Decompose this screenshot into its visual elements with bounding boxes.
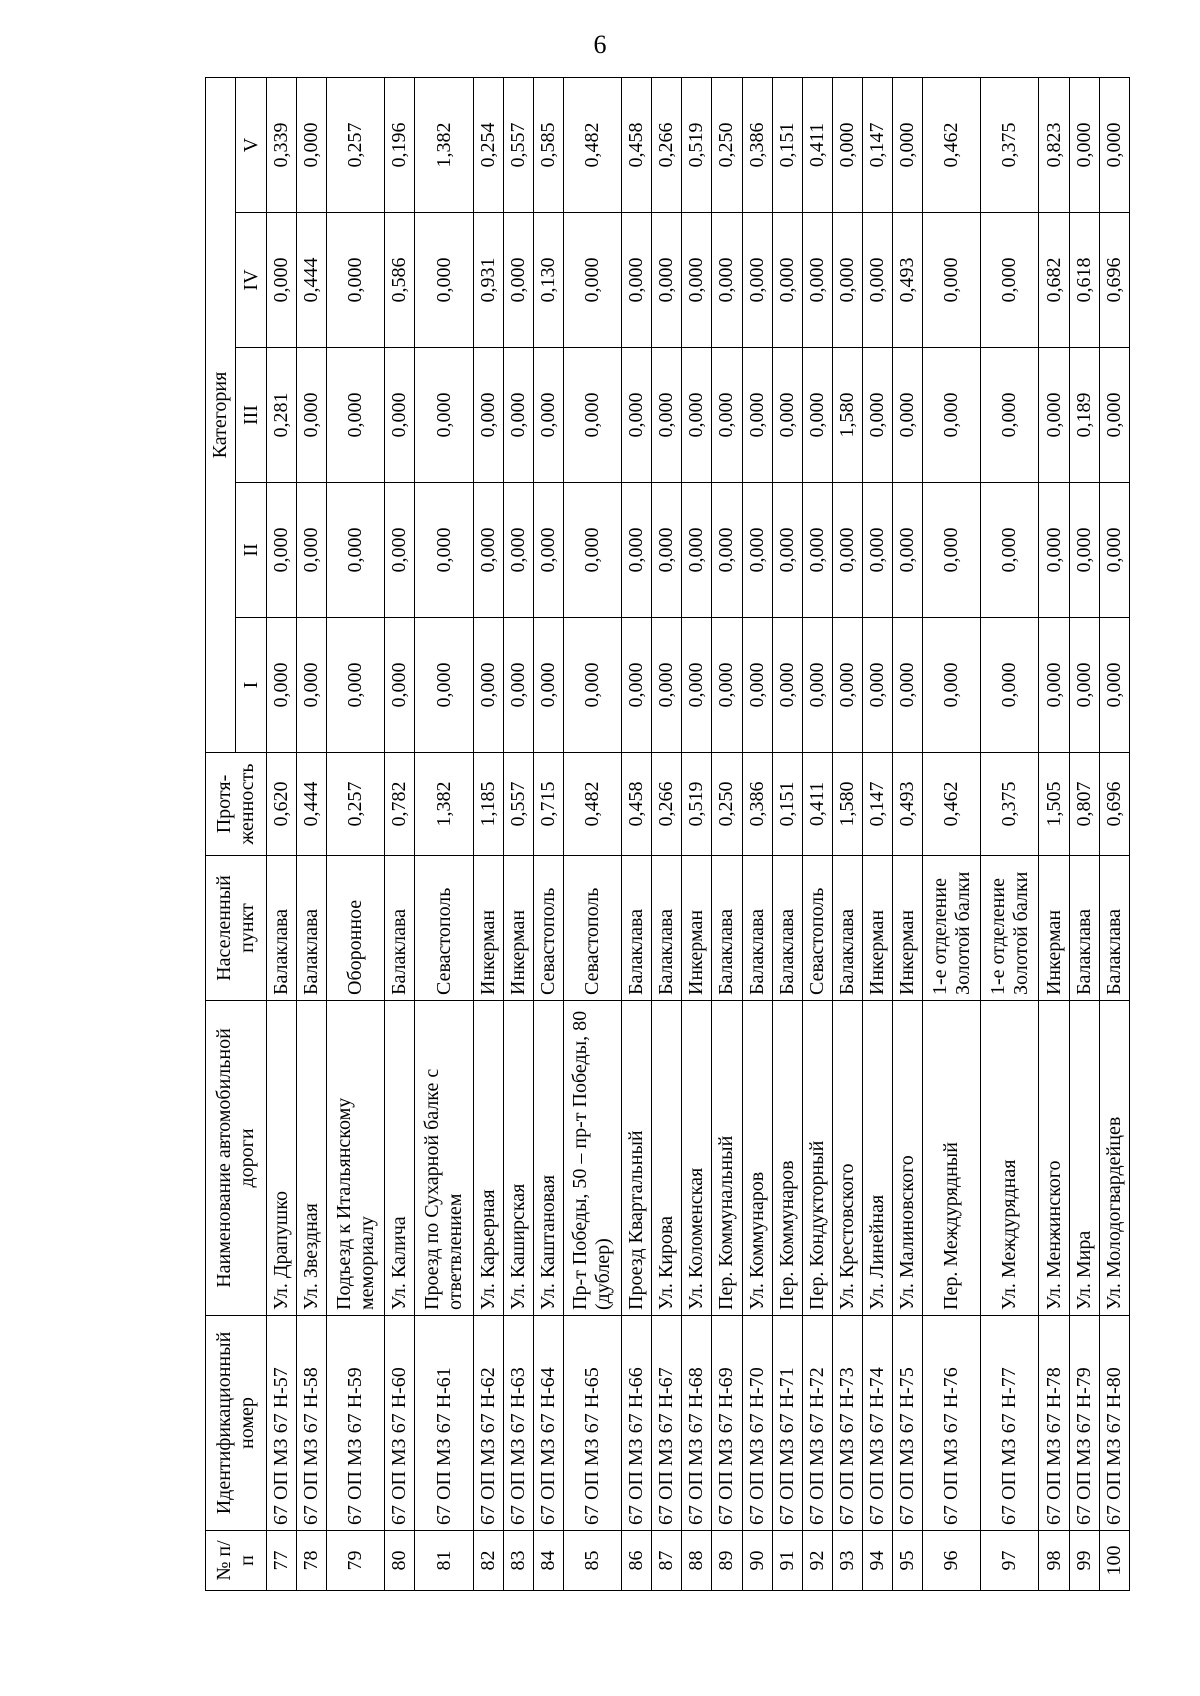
row-road-name: Ул. Междурядная xyxy=(981,1001,1039,1316)
row-id: 67 ОП МЗ 67 Н-74 xyxy=(863,1316,893,1531)
row-cat-4: 0,493 xyxy=(893,213,923,348)
row-locality: Севастополь xyxy=(563,856,621,1001)
row-cat-2: 0,000 xyxy=(563,483,621,618)
row-cat-5: 1,382 xyxy=(415,77,473,212)
row-cat-4: 0,696 xyxy=(1099,213,1129,348)
row-cat-2: 0,000 xyxy=(533,483,563,618)
row-cat-5: 0,519 xyxy=(682,77,712,212)
table-row xyxy=(1069,77,1099,1590)
row-cat-4: 0,000 xyxy=(622,213,652,348)
row-id: 67 ОП МЗ 67 Н-59 xyxy=(327,1316,385,1531)
row-cat-5: 0,000 xyxy=(1069,77,1099,212)
row-number: 99 xyxy=(1069,1531,1099,1591)
table-row xyxy=(981,77,1039,1590)
row-id: 67 ОП МЗ 67 Н-72 xyxy=(802,1316,832,1531)
row-cat-3: 0,000 xyxy=(297,348,327,483)
row-cat-4: 0,931 xyxy=(473,213,503,348)
row-locality: Инкерман xyxy=(473,856,503,1001)
row-cat-1: 0,000 xyxy=(832,618,862,753)
row-locality: 1-е отделение Золотой балки xyxy=(981,856,1039,1001)
table-row xyxy=(772,77,802,1590)
row-locality: Инкерман xyxy=(1039,856,1069,1001)
row-length: 0,151 xyxy=(772,753,802,856)
row-locality: 1-е отделение Золотой балки xyxy=(923,856,981,1001)
row-length: 0,519 xyxy=(682,753,712,856)
table-row xyxy=(327,77,385,1590)
row-number: 84 xyxy=(533,1531,563,1591)
row-cat-5: 0,585 xyxy=(533,77,563,212)
row-id: 67 ОП МЗ 67 Н-68 xyxy=(682,1316,712,1531)
row-locality: Балаклава xyxy=(1099,856,1129,1001)
row-cat-5: 0,458 xyxy=(622,77,652,212)
row-cat-5: 0,411 xyxy=(802,77,832,212)
row-locality: Инкерман xyxy=(503,856,533,1001)
row-cat-4: 0,000 xyxy=(503,213,533,348)
row-locality: Балаклава xyxy=(712,856,742,1001)
row-cat-2: 0,000 xyxy=(1039,483,1069,618)
row-cat-1: 0,000 xyxy=(563,618,621,753)
row-road-name: Проезд по Сухарной балке с ответвлением xyxy=(415,1001,473,1316)
row-cat-5: 0,375 xyxy=(981,77,1039,212)
row-cat-4: 0,000 xyxy=(772,213,802,348)
row-id: 67 ОП МЗ 67 Н-77 xyxy=(981,1316,1039,1531)
table-header xyxy=(206,77,267,1590)
row-cat-5: 0,250 xyxy=(712,77,742,212)
row-length: 0,715 xyxy=(533,753,563,856)
row-cat-5: 0,266 xyxy=(652,77,682,212)
row-length: 0,375 xyxy=(981,753,1039,856)
row-cat-1: 0,000 xyxy=(622,618,652,753)
row-id: 67 ОП МЗ 67 Н-71 xyxy=(772,1316,802,1531)
row-cat-5: 0,482 xyxy=(563,77,621,212)
row-cat-2: 0,000 xyxy=(832,483,862,618)
row-length: 1,505 xyxy=(1039,753,1069,856)
row-cat-4: 0,000 xyxy=(712,213,742,348)
row-id: 67 ОП МЗ 67 Н-60 xyxy=(385,1316,415,1531)
row-cat-2: 0,000 xyxy=(742,483,772,618)
row-cat-1: 0,000 xyxy=(923,618,981,753)
row-road-name: Пер. Коммунальный xyxy=(712,1001,742,1316)
row-cat-1: 0,000 xyxy=(327,618,385,753)
row-length: 0,411 xyxy=(802,753,832,856)
row-number: 89 xyxy=(712,1531,742,1591)
table-row xyxy=(682,77,712,1590)
header-num: № п/п xyxy=(206,1531,267,1591)
row-locality: Оборонное xyxy=(327,856,385,1001)
row-cat-5: 0,557 xyxy=(503,77,533,212)
table-row xyxy=(473,77,503,1590)
row-id: 67 ОП МЗ 67 Н-65 xyxy=(563,1316,621,1531)
row-cat-3: 0,000 xyxy=(712,348,742,483)
row-locality: Балаклава xyxy=(772,856,802,1001)
row-length: 1,185 xyxy=(473,753,503,856)
table-row xyxy=(893,77,923,1590)
row-road-name: Подъезд к Итальянскому мемориалу xyxy=(327,1001,385,1316)
table-row xyxy=(802,77,832,1590)
row-length: 0,696 xyxy=(1099,753,1129,856)
row-cat-3: 0,000 xyxy=(772,348,802,483)
row-length: 0,386 xyxy=(742,753,772,856)
row-number: 98 xyxy=(1039,1531,1069,1591)
row-road-name: Ул. Мира xyxy=(1069,1001,1099,1316)
table-row xyxy=(622,77,652,1590)
row-id: 67 ОП МЗ 67 Н-80 xyxy=(1099,1316,1129,1531)
row-cat-4: 0,000 xyxy=(682,213,712,348)
table-row xyxy=(712,77,742,1590)
row-locality: Балаклава xyxy=(297,856,327,1001)
row-length: 0,257 xyxy=(327,753,385,856)
row-cat-2: 0,000 xyxy=(503,483,533,618)
row-length: 0,782 xyxy=(385,753,415,856)
row-road-name: Проезд Квартальный xyxy=(622,1001,652,1316)
row-length: 0,493 xyxy=(893,753,923,856)
row-cat-3: 0,000 xyxy=(1099,348,1129,483)
row-cat-5: 0,000 xyxy=(893,77,923,212)
row-number: 79 xyxy=(327,1531,385,1591)
row-cat-2: 0,000 xyxy=(267,483,297,618)
row-cat-5: 0,462 xyxy=(923,77,981,212)
row-cat-1: 0,000 xyxy=(802,618,832,753)
row-cat-1: 0,000 xyxy=(863,618,893,753)
row-cat-1: 0,000 xyxy=(981,618,1039,753)
row-locality: Балаклава xyxy=(1069,856,1099,1001)
row-cat-3: 1,580 xyxy=(832,348,862,483)
header-cat-2: II xyxy=(236,483,267,618)
row-cat-2: 0,000 xyxy=(652,483,682,618)
table-row xyxy=(832,77,862,1590)
row-cat-3: 0,189 xyxy=(1069,348,1099,483)
row-length: 0,444 xyxy=(297,753,327,856)
row-number: 86 xyxy=(622,1531,652,1591)
row-cat-1: 0,000 xyxy=(267,618,297,753)
row-length: 0,557 xyxy=(503,753,533,856)
row-length: 0,147 xyxy=(863,753,893,856)
row-cat-5: 0,000 xyxy=(832,77,862,212)
row-cat-4: 0,000 xyxy=(863,213,893,348)
row-cat-2: 0,000 xyxy=(622,483,652,618)
row-cat-3: 0,000 xyxy=(533,348,563,483)
table-row xyxy=(863,77,893,1590)
row-number: 78 xyxy=(297,1531,327,1591)
row-road-name: Пер. Междурядный xyxy=(923,1001,981,1316)
row-cat-1: 0,000 xyxy=(652,618,682,753)
row-cat-5: 0,000 xyxy=(1099,77,1129,212)
row-road-name: Ул. Менжинского xyxy=(1039,1001,1069,1316)
table-frame xyxy=(205,78,1130,1591)
row-cat-5: 0,000 xyxy=(297,77,327,212)
row-cat-3: 0,000 xyxy=(981,348,1039,483)
row-number: 91 xyxy=(772,1531,802,1591)
table-row xyxy=(923,77,981,1590)
row-number: 95 xyxy=(893,1531,923,1591)
row-cat-4: 0,586 xyxy=(385,213,415,348)
row-cat-3: 0,281 xyxy=(267,348,297,483)
row-cat-3: 0,000 xyxy=(385,348,415,483)
row-cat-5: 0,823 xyxy=(1039,77,1069,212)
row-cat-2: 0,000 xyxy=(893,483,923,618)
row-cat-1: 0,000 xyxy=(1039,618,1069,753)
row-id: 67 ОП МЗ 67 Н-57 xyxy=(267,1316,297,1531)
row-cat-2: 0,000 xyxy=(712,483,742,618)
row-id: 67 ОП МЗ 67 Н-76 xyxy=(923,1316,981,1531)
row-locality: Севастополь xyxy=(415,856,473,1001)
row-cat-3: 0,000 xyxy=(503,348,533,483)
row-cat-2: 0,000 xyxy=(863,483,893,618)
row-cat-3: 0,000 xyxy=(863,348,893,483)
row-locality: Балаклава xyxy=(742,856,772,1001)
row-id: 67 ОП МЗ 67 Н-69 xyxy=(712,1316,742,1531)
table-row xyxy=(503,77,533,1590)
row-road-name: Ул. Звездная xyxy=(297,1001,327,1316)
row-road-name: Ул. Молодогвардейцев xyxy=(1099,1001,1129,1316)
row-length: 0,266 xyxy=(652,753,682,856)
table-body xyxy=(267,77,1130,1590)
row-road-name: Пер. Коммунаров xyxy=(772,1001,802,1316)
row-cat-2: 0,000 xyxy=(802,483,832,618)
row-cat-3: 0,000 xyxy=(802,348,832,483)
row-id: 67 ОП МЗ 67 Н-63 xyxy=(503,1316,533,1531)
row-number: 90 xyxy=(742,1531,772,1591)
row-id: 67 ОП МЗ 67 Н-75 xyxy=(893,1316,923,1531)
header-cat-4: IV xyxy=(236,213,267,348)
row-cat-4: 0,000 xyxy=(981,213,1039,348)
row-cat-2: 0,000 xyxy=(1099,483,1129,618)
row-cat-1: 0,000 xyxy=(1069,618,1099,753)
row-locality: Балаклава xyxy=(652,856,682,1001)
row-id: 67 ОП МЗ 67 Н-66 xyxy=(622,1316,652,1531)
row-number: 93 xyxy=(832,1531,862,1591)
row-cat-1: 0,000 xyxy=(772,618,802,753)
row-length: 0,807 xyxy=(1069,753,1099,856)
row-cat-4: 0,000 xyxy=(802,213,832,348)
row-cat-3: 0,000 xyxy=(473,348,503,483)
row-cat-2: 0,000 xyxy=(1069,483,1099,618)
row-id: 67 ОП МЗ 67 Н-58 xyxy=(297,1316,327,1531)
header-cat-3: III xyxy=(236,348,267,483)
row-road-name: Ул. Коломенская xyxy=(682,1001,712,1316)
row-id: 67 ОП МЗ 67 Н-67 xyxy=(652,1316,682,1531)
row-cat-3: 0,000 xyxy=(563,348,621,483)
row-id: 67 ОП МЗ 67 Н-70 xyxy=(742,1316,772,1531)
row-cat-5: 0,151 xyxy=(772,77,802,212)
rotated-table-wrapper xyxy=(205,78,1130,1591)
row-length: 0,620 xyxy=(267,753,297,856)
row-cat-3: 0,000 xyxy=(893,348,923,483)
row-cat-2: 0,000 xyxy=(682,483,712,618)
row-length: 1,580 xyxy=(832,753,862,856)
row-cat-2: 0,000 xyxy=(772,483,802,618)
row-cat-5: 0,339 xyxy=(267,77,297,212)
table-row xyxy=(742,77,772,1590)
row-length: 0,462 xyxy=(923,753,981,856)
header-name: Наименование автомобильной дороги xyxy=(206,1001,267,1316)
row-cat-1: 0,000 xyxy=(415,618,473,753)
row-cat-2: 0,000 xyxy=(327,483,385,618)
row-cat-3: 0,000 xyxy=(682,348,712,483)
row-locality: Балаклава xyxy=(267,856,297,1001)
table-row xyxy=(563,77,621,1590)
page-number: 6 xyxy=(593,30,607,59)
row-road-name: Ул. Коммунаров xyxy=(742,1001,772,1316)
roads-table xyxy=(205,77,1130,1591)
row-length: 0,250 xyxy=(712,753,742,856)
row-cat-4: 0,000 xyxy=(327,213,385,348)
row-cat-1: 0,000 xyxy=(473,618,503,753)
table-row xyxy=(1099,77,1129,1590)
row-road-name: Ул. Каштановая xyxy=(533,1001,563,1316)
row-locality: Балаклава xyxy=(622,856,652,1001)
row-cat-2: 0,000 xyxy=(923,483,981,618)
row-number: 85 xyxy=(563,1531,621,1591)
row-cat-3: 0,000 xyxy=(923,348,981,483)
row-id: 67 ОП МЗ 67 Н-73 xyxy=(832,1316,862,1531)
row-road-name: Ул. Драпушко xyxy=(267,1001,297,1316)
header-id: Идентификационный номер xyxy=(206,1316,267,1531)
row-id: 67 ОП МЗ 67 Н-61 xyxy=(415,1316,473,1531)
row-cat-1: 0,000 xyxy=(682,618,712,753)
header-cat-5: V xyxy=(236,77,267,212)
row-cat-5: 0,254 xyxy=(473,77,503,212)
row-cat-1: 0,000 xyxy=(742,618,772,753)
row-road-name: Ул. Линейная xyxy=(863,1001,893,1316)
row-cat-4: 0,618 xyxy=(1069,213,1099,348)
row-cat-2: 0,000 xyxy=(473,483,503,618)
row-road-name: Ул. Малиновского xyxy=(893,1001,923,1316)
row-cat-4: 0,000 xyxy=(742,213,772,348)
row-locality: Инкерман xyxy=(863,856,893,1001)
row-cat-5: 0,386 xyxy=(742,77,772,212)
header-locality: Населенный пункт xyxy=(206,856,267,1001)
table-row xyxy=(1039,77,1069,1590)
row-number: 87 xyxy=(652,1531,682,1591)
row-cat-4: 0,000 xyxy=(563,213,621,348)
row-cat-5: 0,257 xyxy=(327,77,385,212)
row-cat-4: 0,682 xyxy=(1039,213,1069,348)
row-cat-3: 0,000 xyxy=(622,348,652,483)
row-cat-4: 0,000 xyxy=(923,213,981,348)
row-number: 83 xyxy=(503,1531,533,1591)
row-cat-5: 0,147 xyxy=(863,77,893,212)
row-length: 0,482 xyxy=(563,753,621,856)
row-length: 0,458 xyxy=(622,753,652,856)
row-cat-1: 0,000 xyxy=(533,618,563,753)
header-cat-1: I xyxy=(236,618,267,753)
row-cat-2: 0,000 xyxy=(981,483,1039,618)
row-number: 100 xyxy=(1099,1531,1129,1591)
row-locality: Инкерман xyxy=(893,856,923,1001)
row-road-name: Ул. Каширская xyxy=(503,1001,533,1316)
row-id: 67 ОП МЗ 67 Н-78 xyxy=(1039,1316,1069,1531)
row-cat-3: 0,000 xyxy=(415,348,473,483)
row-number: 82 xyxy=(473,1531,503,1591)
row-number: 77 xyxy=(267,1531,297,1591)
row-road-name: Ул. Калича xyxy=(385,1001,415,1316)
row-locality: Балаклава xyxy=(385,856,415,1001)
row-cat-4: 0,000 xyxy=(415,213,473,348)
table-row xyxy=(533,77,563,1590)
row-cat-3: 0,000 xyxy=(742,348,772,483)
row-locality: Севастополь xyxy=(533,856,563,1001)
row-cat-4: 0,000 xyxy=(832,213,862,348)
row-locality: Балаклава xyxy=(832,856,862,1001)
row-number: 96 xyxy=(923,1531,981,1591)
table-row xyxy=(297,77,327,1590)
row-cat-1: 0,000 xyxy=(503,618,533,753)
row-number: 97 xyxy=(981,1531,1039,1591)
row-cat-4: 0,444 xyxy=(297,213,327,348)
row-number: 92 xyxy=(802,1531,832,1591)
row-locality: Севастополь xyxy=(802,856,832,1001)
row-cat-1: 0,000 xyxy=(385,618,415,753)
row-id: 67 ОП МЗ 67 Н-79 xyxy=(1069,1316,1099,1531)
row-road-name: Ул. Крестовского xyxy=(832,1001,862,1316)
row-road-name: Ул. Кирова xyxy=(652,1001,682,1316)
row-locality: Инкерман xyxy=(682,856,712,1001)
row-cat-2: 0,000 xyxy=(297,483,327,618)
row-cat-4: 0,000 xyxy=(652,213,682,348)
row-number: 81 xyxy=(415,1531,473,1591)
row-number: 80 xyxy=(385,1531,415,1591)
row-number: 88 xyxy=(682,1531,712,1591)
row-cat-2: 0,000 xyxy=(415,483,473,618)
row-road-name: Пер. Кондукторный xyxy=(802,1001,832,1316)
row-cat-1: 0,000 xyxy=(893,618,923,753)
row-cat-1: 0,000 xyxy=(297,618,327,753)
row-cat-3: 0,000 xyxy=(327,348,385,483)
row-cat-1: 0,000 xyxy=(1099,618,1129,753)
table-row xyxy=(415,77,473,1590)
row-cat-1: 0,000 xyxy=(712,618,742,753)
row-cat-2: 0,000 xyxy=(385,483,415,618)
row-cat-4: 0,000 xyxy=(267,213,297,348)
row-cat-3: 0,000 xyxy=(652,348,682,483)
row-number: 94 xyxy=(863,1531,893,1591)
row-cat-3: 0,000 xyxy=(1039,348,1069,483)
table-row xyxy=(267,77,297,1590)
row-cat-5: 0,196 xyxy=(385,77,415,212)
header-length: Протя-женность xyxy=(206,753,267,856)
table-row xyxy=(385,77,415,1590)
row-road-name: Пр-т Победы, 50 – пр-т Победы, 80 (дублер) xyxy=(563,1001,621,1316)
row-id: 67 ОП МЗ 67 Н-64 xyxy=(533,1316,563,1531)
row-cat-4: 0,130 xyxy=(533,213,563,348)
row-id: 67 ОП МЗ 67 Н-62 xyxy=(473,1316,503,1531)
row-length: 1,382 xyxy=(415,753,473,856)
row-road-name: Ул. Карьерная xyxy=(473,1001,503,1316)
table-row xyxy=(652,77,682,1590)
header-category: Категория xyxy=(206,77,236,752)
